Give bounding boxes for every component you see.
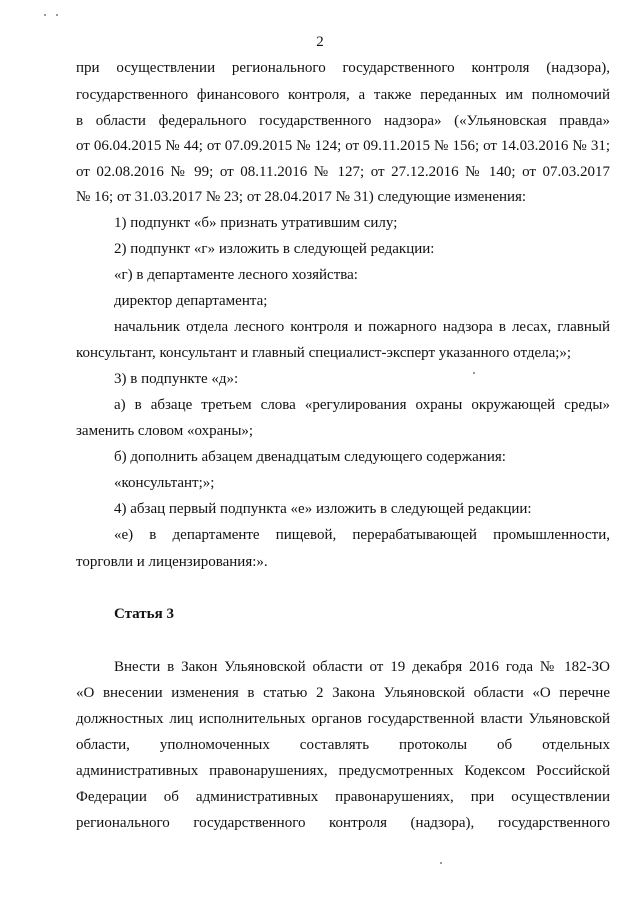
text-line: «О внесении изменения в статью 2 Закона Ульяновской области «О перечне xyxy=(76,685,610,701)
scan-speck xyxy=(440,862,442,864)
text-line: от 02.08.2016 № 99; от 08.11.2016 № 127; от 27.12.2016 № 140; от 07.03.2017 xyxy=(76,164,610,180)
text-line: № 16; от 31.03.2017 № 23; от 28.04.2017 № 31) следующие изменения: xyxy=(76,189,527,205)
text-line: в области федерального государственного надзора» («Ульяновская правда» xyxy=(76,113,610,129)
article-heading: Статья 3 xyxy=(114,606,174,622)
list-item: директор департамента; xyxy=(114,293,268,309)
text-line: регионального государственного контроля (надзора), государственного xyxy=(76,815,610,831)
list-item: 1) подпункт «б» признать утратившим силу; xyxy=(114,215,398,231)
list-item: 3) в подпункте «д»: xyxy=(114,371,239,387)
text-line: начальник отдела лесного контроля и пожарного надзора в лесах, главный xyxy=(114,319,610,335)
list-item: «консультант;»; xyxy=(114,475,215,491)
text-line: Внести в Закон Ульяновской области от 19 декабря 2016 года № 182-ЗО xyxy=(114,659,610,675)
text-line: области, уполномоченных составлять протоколы об отдельных xyxy=(76,737,610,753)
text-line: заменить словом «охраны»; xyxy=(76,423,254,439)
list-item: 2) подпункт «г» изложить в следующей редакции: xyxy=(114,241,435,257)
text-line: торговли и лицензирования:». xyxy=(76,554,268,570)
text-line: «е) в департаменте пищевой, перерабатывающей промышленности, xyxy=(114,527,610,543)
text-line: а) в абзаце третьем слова «регулирования охраны окружающей среды» xyxy=(114,397,610,413)
text-line: должностных лиц исполнительных органов государственной власти Ульяновской xyxy=(76,711,610,727)
list-item: 4) абзац первый подпункта «е» изложить в следующей редакции: xyxy=(114,501,532,517)
list-item: «г) в департаменте лесного хозяйства: xyxy=(114,267,358,283)
text-line: консультант, консультант и главный специалист-эксперт указанного отдела;»; xyxy=(76,345,572,361)
page-number: 2 xyxy=(316,34,324,50)
text-line: при осуществлении регионального государственного контроля (надзора), xyxy=(76,60,610,76)
text-line: Федерации об административных правонарушениях, при осуществлении xyxy=(76,789,610,805)
scan-speck xyxy=(473,372,475,374)
scan-speck xyxy=(56,14,58,16)
list-item: б) дополнить абзацем двенадцатым следующего содержания: xyxy=(114,449,506,465)
scan-speck xyxy=(44,14,46,16)
text-line: от 06.04.2015 № 44; от 07.09.2015 № 124; от 09.11.2015 № 156; от 14.03.2016 № 31; xyxy=(76,138,610,154)
text-line: государственного финансового контроля, а также переданных им полномочий xyxy=(76,87,610,103)
text-line: административных правонарушениях, предусмотренных Кодексом Российской xyxy=(76,763,610,779)
